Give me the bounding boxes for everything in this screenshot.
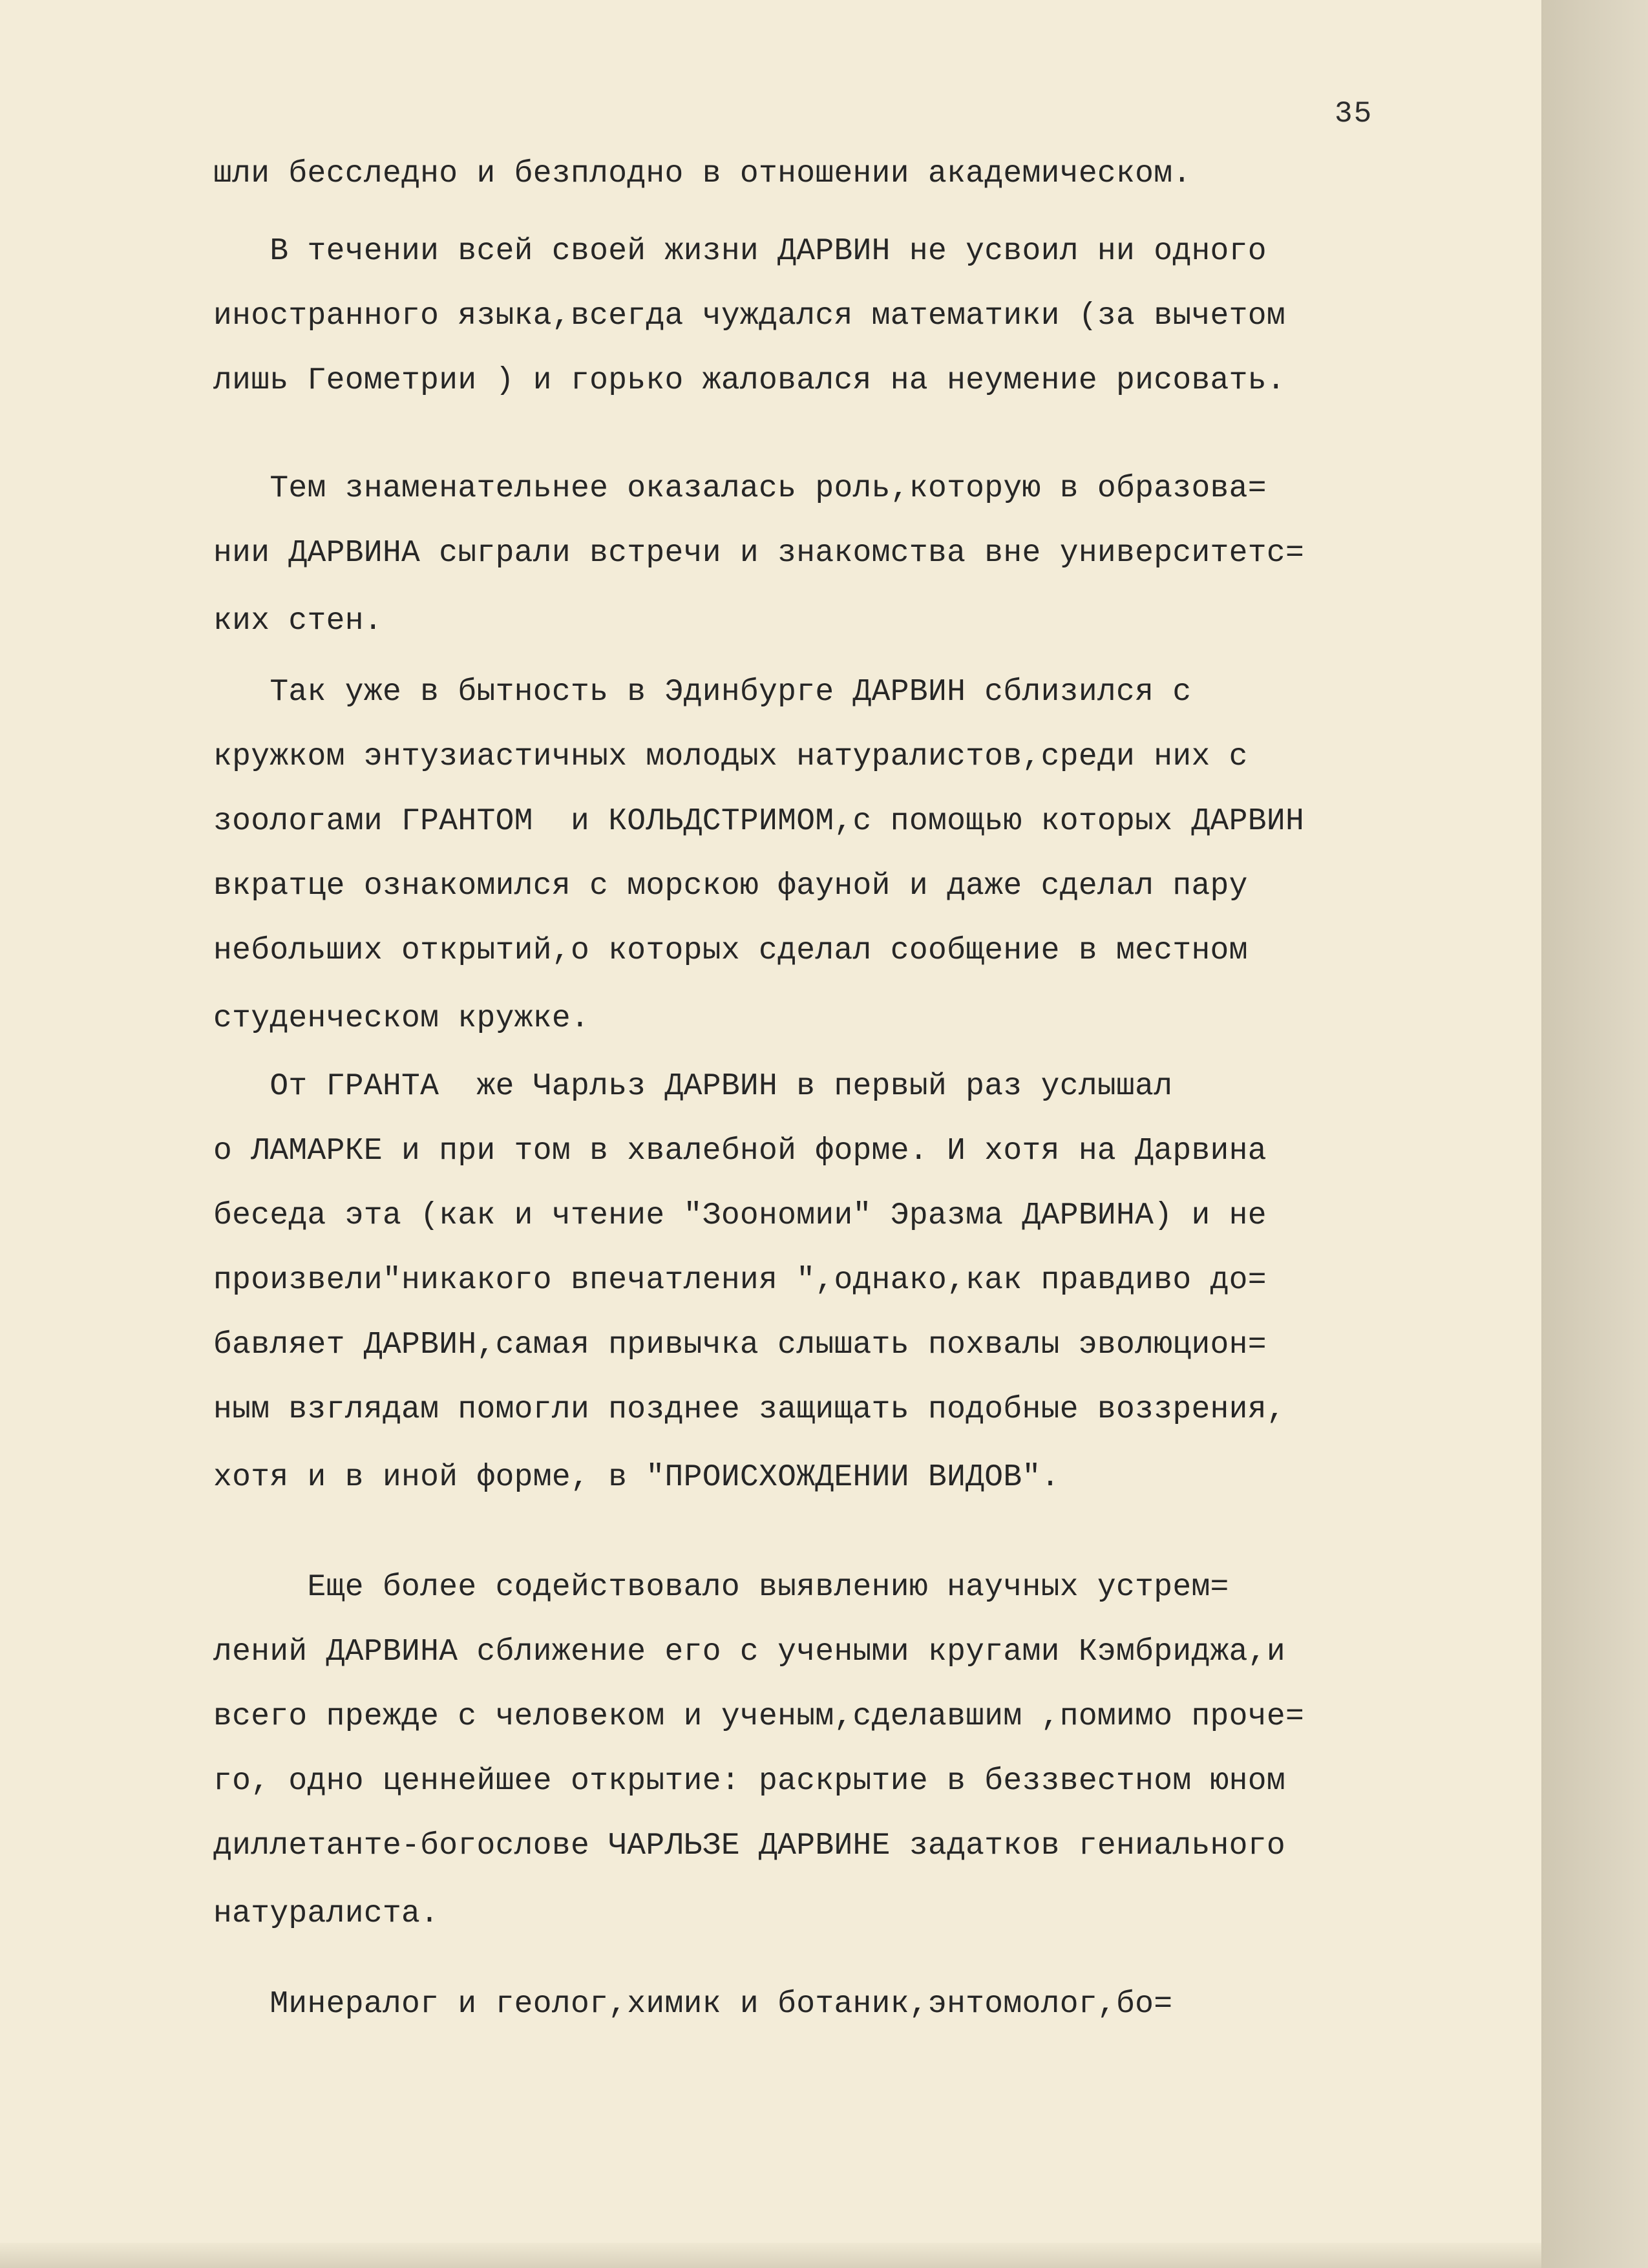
page-number: 35 — [1335, 97, 1373, 131]
text-line: небольших открытий,о которых сделал сообщение в местном — [213, 933, 1248, 968]
text-line: Еще более содействовало выявлению научных устрем= — [213, 1570, 1229, 1605]
text-line: Тем знаменательнее оказалась роль,которую в образова= — [213, 471, 1267, 506]
text-line: лений ДАРВИНА сближение его с учеными кругами Кэмбриджа,и — [213, 1635, 1285, 1669]
text-line: Так уже в бытность в Эдинбурге ДАРВИН сблизился с — [213, 675, 1192, 710]
text-line: иностранного языка,всегда чуждался математики (за вычетом — [213, 299, 1285, 334]
text-line: о ЛАМАРКЕ и при том в хвалебной форме. И хотя на Дарвина — [213, 1134, 1267, 1169]
text-line: шли бесследно и безплодно в отношении академическом. — [213, 156, 1192, 191]
text-line: ких стен. — [213, 604, 383, 639]
text-line: го, одно ценнейшее открытие: раскрытие в беззвестном юном — [213, 1764, 1285, 1799]
text-line: бавляет ДАРВИН,самая привычка слышать похвалы эволюцион= — [213, 1328, 1267, 1362]
text-line: вкратце ознакомился с морскою фауной и даже сделал пару — [213, 869, 1248, 904]
text-line: хотя и в иной форме, в "ПРОИСХОЖДЕНИИ ВИДОВ". — [213, 1460, 1060, 1495]
page-bottom-edge — [0, 2243, 1541, 2268]
text-line: всего прежде с человеком и ученым,сделавшим ,помимо проче= — [213, 1699, 1305, 1734]
text-line: нии ДАРВИНА сыграли встречи и знакомства вне университетс= — [213, 536, 1305, 571]
text-line: диллетанте-богослове ЧАРЛЬЗЕ ДАРВИНЕ задатков гениального — [213, 1828, 1285, 1863]
text-line: произвели"никакого впечатления ",однако,как правдиво до= — [213, 1263, 1267, 1298]
text-line: Минералог и геолог,химик и ботаник,энтомолог,бо= — [213, 1987, 1173, 2022]
text-line: студенческом кружке. — [213, 1001, 590, 1036]
text-line: В течении всей своей жизни ДАРВИН не усвоил ни одного — [213, 234, 1267, 269]
text-line: натуралиста. — [213, 1896, 439, 1931]
page-edge-shadow — [1541, 0, 1648, 2268]
text-line: лишь Геометрии ) и горько жаловался на неумение рисовать. — [213, 363, 1285, 398]
text-line: ным взглядам помогли позднее защищать подобные воззрения, — [213, 1392, 1285, 1427]
text-line: кружком энтузиастичных молодых натуралистов,среди них с — [213, 739, 1248, 774]
text-line: зоологами ГРАНТОМ и КОЛЬДСТРИМОМ,с помощью которых ДАРВИН — [213, 804, 1305, 839]
text-line: От ГРАНТА же Чарльз ДАРВИН в первый раз услышал — [213, 1069, 1173, 1104]
text-line: беседа эта (как и чтение "Зоономии" Эразма ДАРВИНА) и не — [213, 1198, 1267, 1233]
